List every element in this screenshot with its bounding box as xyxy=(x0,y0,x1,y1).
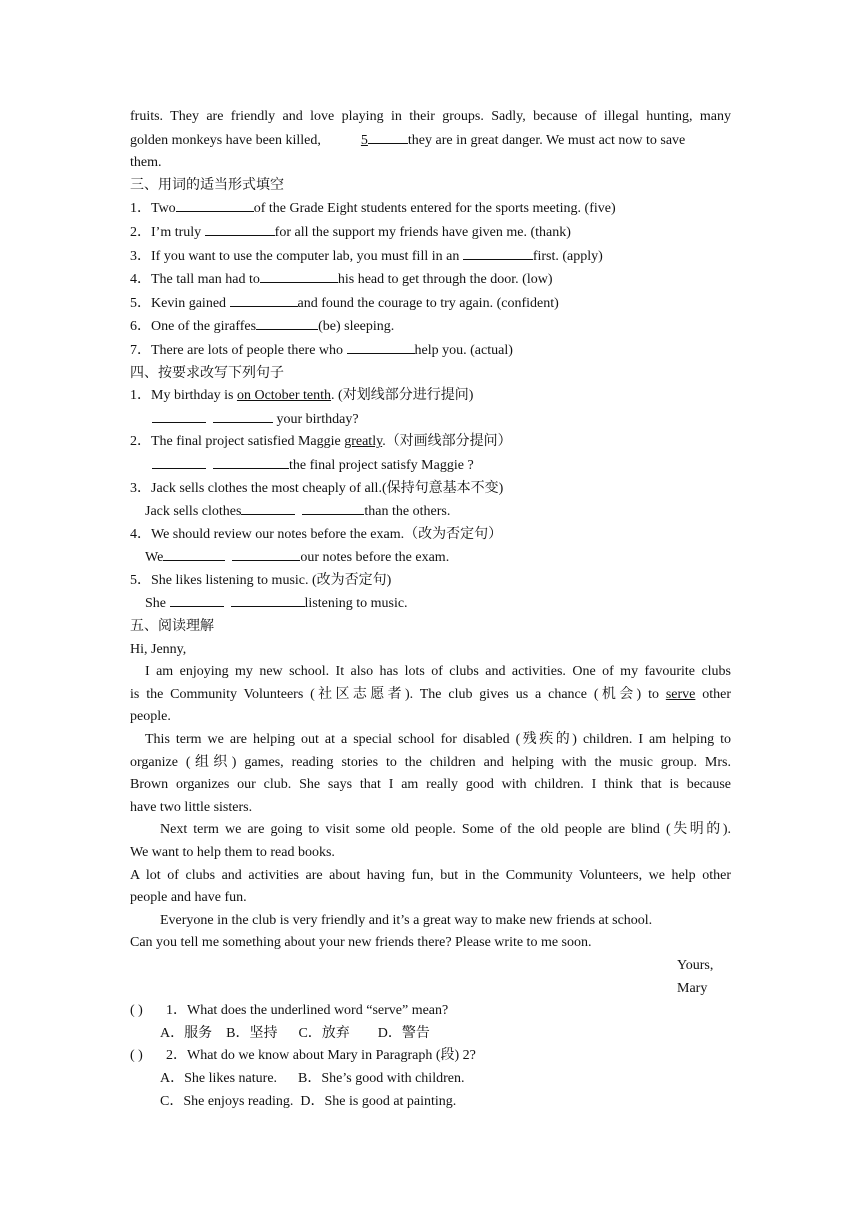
letter-line xyxy=(130,729,731,752)
question-text: 3．Jack sells clothes the most cheaply of all.(保持句意基本不变) xyxy=(130,480,504,496)
answer-blank[interactable] xyxy=(231,592,305,607)
letter-text: organize (组织) games, reading stories to the children and helping with the music group. Mrs. xyxy=(130,754,731,770)
answer-text: our notes before the exam. xyxy=(300,550,450,566)
question-item xyxy=(130,478,731,501)
question-item xyxy=(130,431,731,454)
question-text: first. (apply) xyxy=(532,248,603,264)
answer-blank[interactable] xyxy=(463,245,533,260)
answer-blank[interactable] xyxy=(152,408,206,423)
letter-line: Everyone in the club is very friendly and it’s a great way to make new friends at school. xyxy=(160,912,653,928)
passage-line xyxy=(130,106,731,129)
section-heading: 四、按要求改写下列句子 xyxy=(130,365,284,381)
letter-text: Brown organizes our club. She says that I am really good with children. I think that is because xyxy=(130,777,731,793)
passage-line xyxy=(130,152,731,175)
mc-question xyxy=(130,1045,731,1068)
question-text: 7．There are lots of people there who xyxy=(130,342,347,358)
letter-signature: Mary xyxy=(677,980,708,996)
answer-line xyxy=(130,500,731,524)
passage-text: them. xyxy=(130,155,162,171)
letter-line xyxy=(130,819,731,842)
question-text: 6．One of the giraffes xyxy=(130,319,257,335)
letter-line: Can you tell me something about your new friends there? Please write to me soon. xyxy=(130,935,592,951)
question-item xyxy=(130,339,731,363)
passage-text: golden monkeys have been killed, xyxy=(130,132,321,148)
letter-line xyxy=(130,865,731,888)
letter-greeting: Hi, Jenny, xyxy=(130,641,187,657)
answer-blank[interactable] xyxy=(205,221,275,236)
question-text: 1．My birthday is xyxy=(130,388,237,404)
letter-line: people. xyxy=(130,709,171,725)
answer-line xyxy=(130,454,731,478)
letter-text: is the Community Volunteers (社区志愿者). The club gives us a chance (机会) to xyxy=(130,686,666,702)
letter-line: We want to help them to read books. xyxy=(130,845,335,860)
question-item xyxy=(130,221,731,245)
question-text: his head to get through the door. (low) xyxy=(337,272,553,288)
question-text: help you. (actual) xyxy=(414,342,513,358)
answer-blank[interactable] xyxy=(260,268,338,283)
question-item xyxy=(130,268,731,292)
underlined-word: serve xyxy=(665,686,696,702)
answer-text: We xyxy=(145,550,164,566)
letter-closing: Yours, xyxy=(677,957,714,973)
underlined-phrase: on October tenth xyxy=(236,388,332,404)
question-text: 1．What does the underlined word “serve” mean? xyxy=(166,1003,449,1019)
question-item xyxy=(130,524,731,547)
question-text: 5．Kevin gained xyxy=(130,295,230,311)
answer-line xyxy=(130,546,731,570)
answer-text: the final project satisfy Maggie ? xyxy=(289,457,474,473)
answer-text: your birthday? xyxy=(273,411,359,427)
passage-line xyxy=(130,129,731,153)
answer-text: than the others. xyxy=(364,504,451,520)
answer-blank[interactable] xyxy=(256,315,318,330)
answer-blank[interactable] xyxy=(213,408,273,423)
answer-blank[interactable] xyxy=(176,197,254,212)
question-item xyxy=(130,315,731,339)
question-text: .（对画线部分提问） xyxy=(382,434,512,450)
question-text: 4．We should review our notes before the exam.（改为否定句） xyxy=(130,526,503,542)
passage-text: they are in great danger. We must act now to save xyxy=(407,132,686,148)
question-text: . (对划线部分进行提问) xyxy=(331,388,474,404)
question-text: of the Grade Eight students entered for the sports meeting. (five) xyxy=(253,201,616,217)
answer-text: listening to music. xyxy=(304,596,408,612)
letter-line xyxy=(130,752,731,775)
question-text: 5．She likes listening to music. (改为否定句) xyxy=(130,572,392,588)
question-item xyxy=(130,245,731,269)
question-text: 1．Two xyxy=(130,201,176,217)
letter-text: Next term we are going to visit some old people. Some of the old people are blind (失明的). xyxy=(160,822,731,838)
letter-line xyxy=(130,661,731,684)
question-text: 2．The final project satisfied Maggie xyxy=(130,434,345,450)
question-text: 3．If you want to use the computer lab, you must fill in an xyxy=(130,248,463,264)
question-item xyxy=(130,385,731,408)
letter-line: have two little sisters. xyxy=(130,799,253,815)
answer-paren[interactable]: ( ) xyxy=(130,1048,143,1064)
question-text: 2．I’m truly xyxy=(130,224,205,240)
answer-blank[interactable] xyxy=(213,454,289,469)
question-item xyxy=(130,197,731,221)
answer-blank[interactable] xyxy=(368,129,408,144)
question-text: 4．The tall man had to xyxy=(130,272,260,288)
mc-options: A．服务 B．坚持 C．放弃 D．警告 xyxy=(160,1025,430,1041)
answer-paren[interactable]: ( ) xyxy=(130,1003,143,1019)
letter-line xyxy=(130,684,731,707)
answer-blank[interactable] xyxy=(230,292,298,307)
answer-text: Jack sells clothes xyxy=(145,504,242,520)
answer-line xyxy=(130,592,731,616)
worksheet-page xyxy=(130,106,731,1113)
question-text: 2．What do we know about Mary in Paragraph (段) 2? xyxy=(166,1048,476,1064)
answer-blank[interactable] xyxy=(232,546,300,561)
passage-text: fruits. They are friendly and love playing in their groups. Sadly, because of illegal hunting, many xyxy=(130,109,731,124)
letter-line xyxy=(130,774,731,797)
letter-text: A lot of clubs and activities are about having fun, but in the Community Volunteers, we help other xyxy=(130,867,731,883)
answer-blank[interactable] xyxy=(241,500,295,515)
question-item xyxy=(130,570,731,593)
answer-blank[interactable] xyxy=(163,546,225,561)
answer-blank[interactable] xyxy=(170,592,224,607)
answer-blank[interactable] xyxy=(347,339,415,354)
letter-text: I am enjoying my new school. It also has lots of clubs and activities. One of my favourite clubs xyxy=(145,664,731,680)
question-text: for all the support my friends have given me. (thank) xyxy=(274,224,571,240)
answer-text: She xyxy=(145,596,170,612)
question-text: and found the courage to try again. (confident) xyxy=(297,295,559,311)
mc-question xyxy=(130,1000,731,1023)
answer-line xyxy=(130,408,731,432)
letter-text: This term we are helping out at a special school for disabled (残疾的) children. I am helping to xyxy=(145,732,731,748)
underlined-phrase: greatly xyxy=(344,434,383,450)
section-heading: 五、阅读理解 xyxy=(130,619,214,635)
question-item xyxy=(130,292,731,316)
letter-text: other xyxy=(695,686,731,702)
blank-number: 5 xyxy=(360,132,368,148)
answer-blank[interactable] xyxy=(152,454,206,469)
answer-blank[interactable] xyxy=(302,500,364,515)
mc-options: A．She likes nature. B．She’s good with children. xyxy=(160,1070,465,1086)
question-text: (be) sleeping. xyxy=(318,319,395,335)
section-heading: 三、用词的适当形式填空 xyxy=(130,177,284,193)
letter-line: people and have fun. xyxy=(130,890,247,906)
mc-options: C．She enjoys reading. D．She is good at painting. xyxy=(160,1093,457,1109)
